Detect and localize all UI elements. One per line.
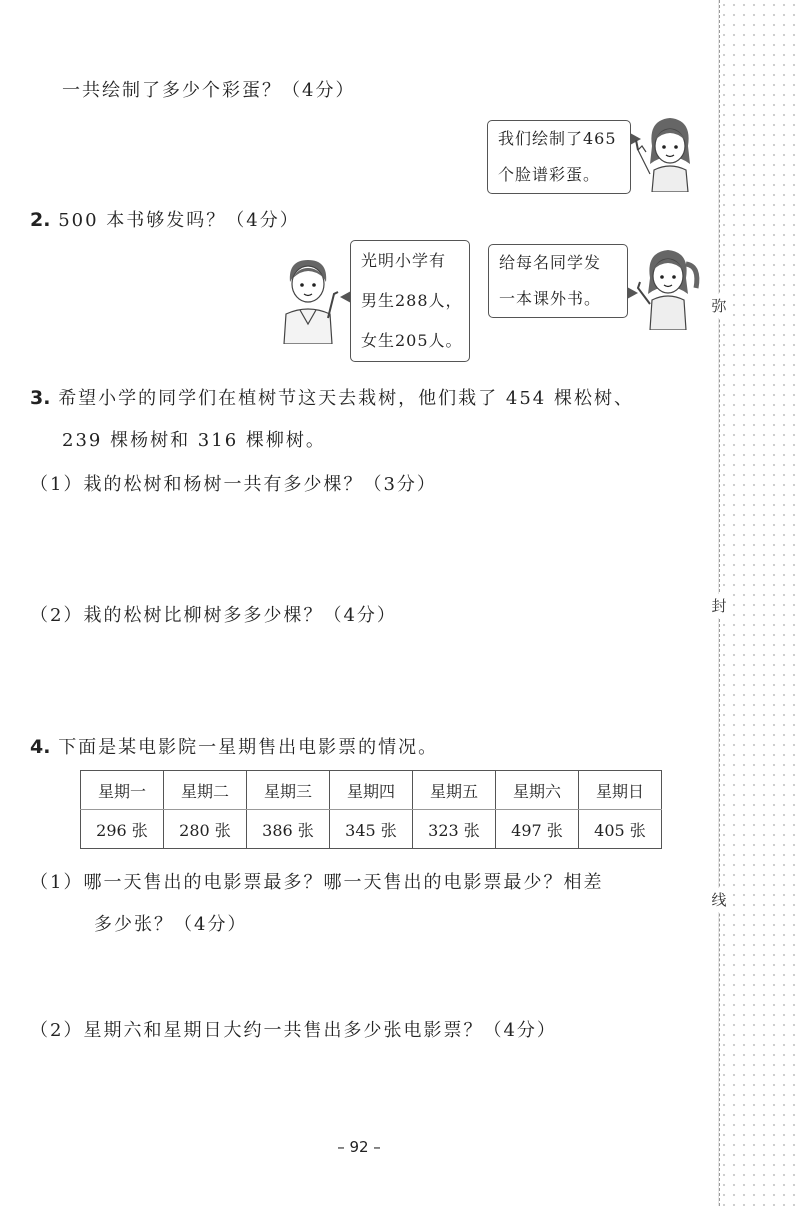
q2-girl-bubble-line: 一本课外书。 bbox=[499, 289, 602, 308]
q2-boy-bubble-line: 男生288人， bbox=[361, 291, 463, 310]
q3-sub-question-1: （1）栽的松树和杨树一共有多少棵？（3分） bbox=[30, 474, 437, 495]
ticket-count-cell: 345 张 bbox=[330, 810, 413, 849]
day-cell: 星期一 bbox=[81, 771, 164, 810]
q3-sub-question-2: （2）栽的松树比柳树多多少棵？（4分） bbox=[30, 605, 397, 626]
table-header-row bbox=[81, 771, 662, 810]
q4-sub-question-1-line2: 多少张？（4分） bbox=[94, 914, 248, 935]
q3-text-line2: 239 棵杨树和 316 棵柳树。 bbox=[62, 430, 326, 451]
day-cell: 星期六 bbox=[496, 771, 579, 810]
girl-illustration-2 bbox=[630, 244, 706, 330]
table-row bbox=[81, 810, 662, 849]
q4-number: 4. bbox=[30, 736, 51, 758]
q2-girl-bubble-line: 给每名同学发 bbox=[499, 253, 602, 272]
ticket-count-cell: 296 张 bbox=[81, 810, 164, 849]
q4-sub-question-2: （2）星期六和星期日大约一共售出多少张电影票？（4分） bbox=[30, 1020, 557, 1041]
q4-sub-question-1-line1: （1）哪一天售出的电影票最多？哪一天售出的电影票最少？相差 bbox=[30, 872, 604, 893]
q2-text: 500 本书够发吗？（4分） bbox=[58, 210, 300, 231]
day-cell: 星期三 bbox=[247, 771, 330, 810]
ticket-count-cell: 280 张 bbox=[164, 810, 247, 849]
q4-question bbox=[30, 733, 438, 759]
ticket-count-cell: 386 张 bbox=[247, 810, 330, 849]
q2-girl-speech-bubble bbox=[488, 244, 628, 318]
margin-seal-char: 线 bbox=[707, 888, 731, 912]
q2-boy-bubble-line: 光明小学有 bbox=[361, 251, 447, 270]
q1-bubble-line: 我们绘制了465 bbox=[498, 129, 617, 148]
q3-question bbox=[30, 384, 634, 410]
boy-illustration bbox=[272, 252, 344, 344]
girl-illustration-1 bbox=[630, 112, 708, 192]
ticket-count-cell: 405 张 bbox=[579, 810, 662, 849]
q1-bubble-line: 个脸谱彩蛋。 bbox=[498, 165, 601, 184]
q1-speech-bubble bbox=[487, 120, 631, 194]
day-cell: 星期四 bbox=[330, 771, 413, 810]
ticket-count-cell: 323 张 bbox=[413, 810, 496, 849]
q2-question bbox=[30, 206, 300, 232]
ticket-count-cell: 497 张 bbox=[496, 810, 579, 849]
margin-seal-char: 弥 bbox=[707, 294, 731, 318]
q1-question: 一共绘制了多少个彩蛋？（4分） bbox=[62, 80, 356, 101]
q3-number: 3. bbox=[30, 387, 51, 409]
q3-text-line1: 希望小学的同学们在植树节这天去栽树，他们栽了 454 棵松树、 bbox=[58, 388, 634, 409]
day-cell: 星期日 bbox=[579, 771, 662, 810]
day-cell: 星期二 bbox=[164, 771, 247, 810]
day-cell: 星期五 bbox=[413, 771, 496, 810]
ticket-sales-table bbox=[80, 770, 662, 849]
q4-text: 下面是某电影院一星期售出电影票的情况。 bbox=[58, 737, 439, 758]
page-number: – 92 – bbox=[337, 1138, 381, 1156]
margin-seal-char: 封 bbox=[707, 594, 731, 618]
q2-boy-bubble-line: 女生205人。 bbox=[361, 331, 463, 350]
q2-number: 2. bbox=[30, 209, 51, 231]
q2-boy-speech-bubble bbox=[350, 240, 470, 362]
